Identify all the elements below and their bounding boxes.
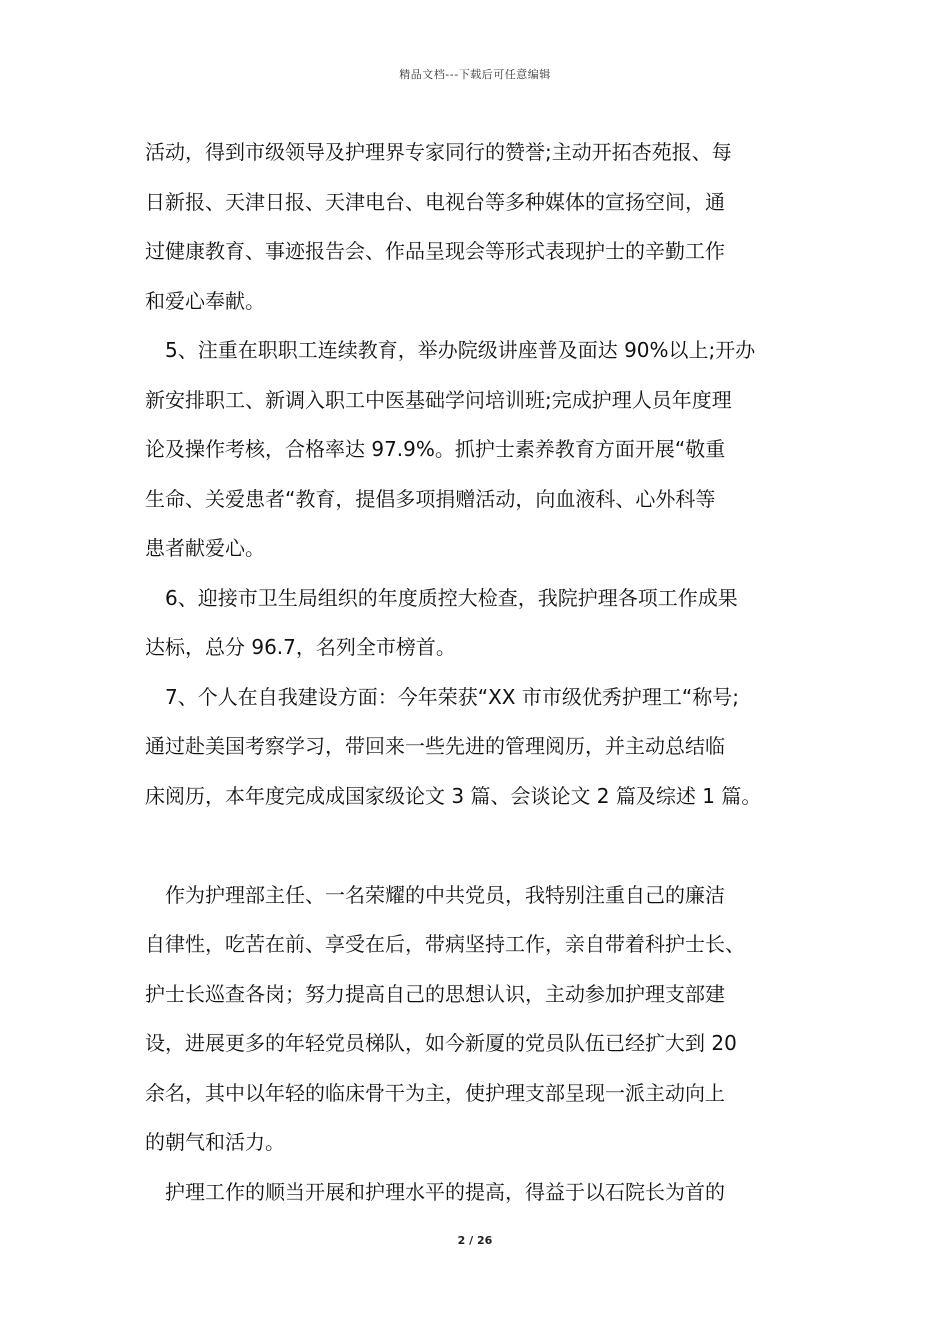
- document-body: [145, 128, 823, 1217]
- text-line: 通过赴美国考察学习，带回来一些先进的管理阅历，并主动总结临: [145, 734, 725, 758]
- paragraph: [145, 871, 823, 1168]
- text-line: 床阅历，本年度完成成国家级论文 3 篇、会谈论文 2 篇及综述 1 篇。: [145, 783, 762, 808]
- text-line: 的朝气和活力。: [145, 1130, 285, 1154]
- text-line: 作为护理部主任、一名荣耀的中共党员，我特别注重自己的廉洁: [165, 882, 725, 907]
- paragraph: [145, 574, 823, 673]
- paragraph: [145, 326, 823, 574]
- paragraph: [145, 673, 823, 822]
- page-number: 2 / 26: [457, 1234, 493, 1247]
- text-line: 达标，总分 96.7，名列全市榜首。: [145, 635, 456, 659]
- text-line: 和爱心奉献。: [145, 288, 265, 313]
- text-line: 生命、关爱患者“教育，提倡多项捐赠活动，向血液科、心外科等: [145, 486, 716, 511]
- text-line: 自律性，吃苦在前、享受在后，带病坚持工作，亲自带着科护士长、: [145, 932, 745, 956]
- page-header: 精品文档---下载后可任意编辑: [399, 68, 551, 81]
- text-line: 论及操作考核，合格率达 97.9%。抓护士素养教育方面开展“敬重: [145, 437, 726, 461]
- text-line: 患者献爱心。: [145, 536, 265, 560]
- text-line: 新安排职工、新调入职工中医基础学问培训班;完成护理人员年度理: [145, 387, 732, 412]
- paragraph: [145, 1168, 823, 1218]
- text-line: 余名，其中以年轻的临床骨干为主，使护理支部呈现一派主动向上: [145, 1080, 725, 1105]
- text-line: 6、迎接市卫生局组织的年度质控大检查，我院护理各项工作成果: [165, 585, 738, 610]
- paragraph-gap: [145, 821, 823, 871]
- text-line: 设，进展更多的年轻党员梯队，如今新厦的党员队伍已经扩大到 20: [145, 1031, 737, 1055]
- text-line: 7、个人在自我建设方面：今年荣获“XX 市市级优秀护理工“称号;: [165, 684, 739, 709]
- paragraph: [145, 128, 823, 326]
- text-line: 日新报、天津日报、天津电台、电视台等多种媒体的宣扬空间，通: [145, 189, 725, 214]
- text-line: 过健康教育、事迹报告会、作品呈现会等形式表现护士的辛勤工作: [145, 239, 725, 263]
- text-line: 活动，得到市级领导及护理界专家同行的赞誉;主动开拓杏苑报、每: [145, 140, 732, 164]
- text-line: 护理工作的顺当开展和护理水平的提高，得益于以石院长为首的: [165, 1179, 725, 1204]
- text-line: 护士长巡查各岗；努力提高自己的思想认识，主动参加护理支部建: [145, 981, 725, 1006]
- text-line: 5、注重在职职工连续教育，举办院级讲座普及面达 90%以上;开办: [165, 338, 756, 362]
